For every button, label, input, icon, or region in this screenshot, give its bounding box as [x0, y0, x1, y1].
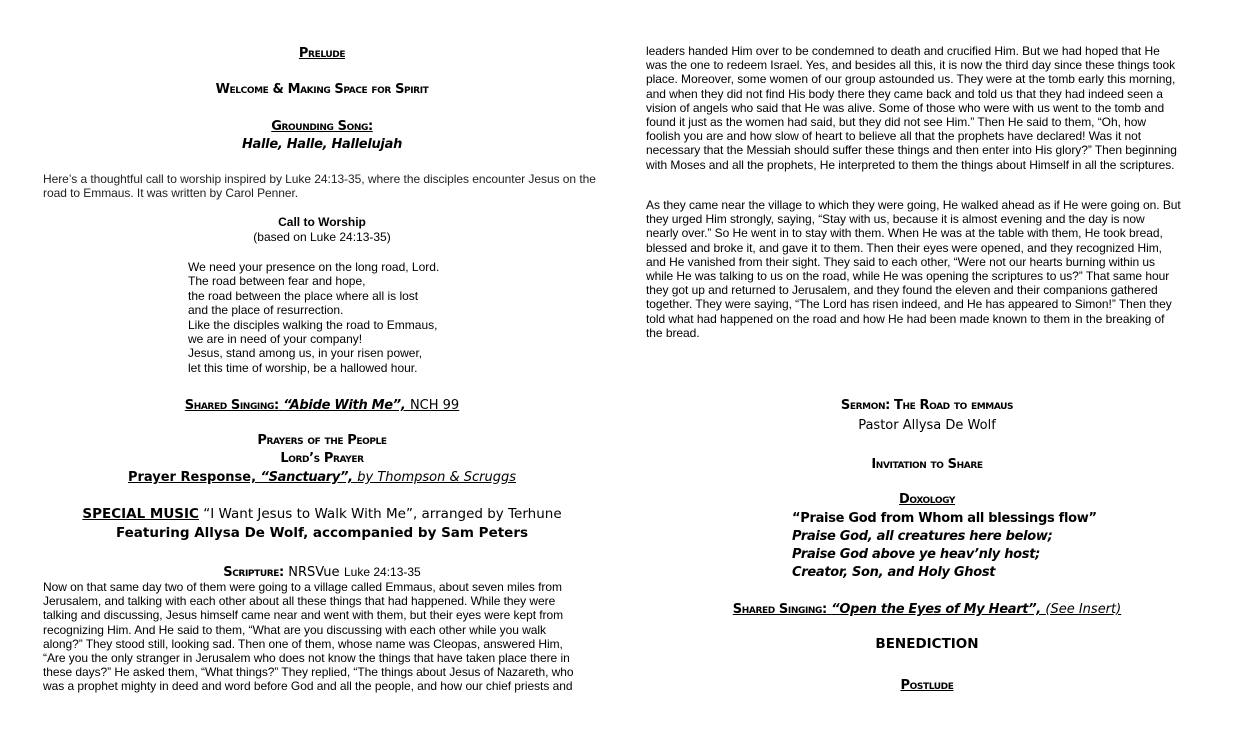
prayer-response-line — [42, 468, 602, 486]
scripture-line-text: foolish you are and how slow of heart to believe all that the prophets have declared! Was it not — [646, 129, 1142, 144]
shared-singing-title-2: “Open the Eyes of My Heart”, — [831, 602, 1041, 617]
shared-singing-line-2 — [646, 600, 1208, 618]
scripture-line-text: and He vanished from their sight. They said to each other, “Were not our hearts burning within us — [646, 254, 1155, 269]
poem-line: and the place of resurrection. — [188, 303, 344, 318]
shared-singing-title: “Abide With Me”, — [283, 398, 406, 413]
scripture-line-text: was the one to redeem Israel. Yes, and besides all this, it is now the third day since these things took — [646, 58, 1176, 73]
featuring-line: Featuring Allysa De Wolf, accompanied by Sam Peters — [115, 525, 529, 541]
grounding-song-title: Halle, Halle, Hallelujah — [241, 137, 403, 152]
scripture-label: Scripture: — [223, 565, 284, 580]
scripture-line-text: was a prophet mighty in deed and word before God and all the people, and how our chief priests and — [43, 679, 573, 694]
scripture-text — [43, 580, 608, 694]
doxology-line: Praise God above ye heav’nly host; — [792, 547, 1041, 562]
poem-line: Jesus, stand among us, in your risen power, — [188, 346, 423, 361]
postlude-heading: Postlude — [900, 678, 954, 693]
scripture-continued-para2 — [646, 198, 1208, 340]
shared-singing-ref: NCH 99 — [409, 398, 460, 413]
scripture-line-text: blessed and broke it, and gave it to them. Then their eyes were opened, and they recognized Him, — [646, 240, 1162, 255]
shared-singing-label-2: Shared Singing: — [732, 602, 827, 617]
scripture-line-text: they got up and returned to Jerusalem, and they found the eleven and their companions gathered — [646, 283, 1158, 298]
scripture-line-text: Jerusalem, and talking with each other about all these things that had happened. While they were — [43, 594, 556, 609]
lords-prayer: Lord’s Prayer — [280, 451, 364, 466]
poem-line: the road between the place where all is lost — [188, 288, 419, 303]
scripture-line-text: nearly over.” So He went in to stay with them. When He was at the table with them, He took bread, — [646, 226, 1163, 241]
poem-line: Like the disciples walking the road to Emmaus, — [188, 317, 438, 332]
scripture-line-text: leaders handed Him over to be condemned to death and crucified Him. But we had hoped that He — [646, 44, 1160, 58]
poem-line: The road between fear and hope, — [188, 274, 366, 289]
call-to-worship-poem — [188, 260, 518, 375]
doxology-line: Creator, Son, and Holy Ghost — [792, 565, 996, 580]
welcome-heading: Welcome & Making Space for Spirit — [215, 82, 429, 97]
special-music-title: “I Want Jesus to Walk With Me”, arranged by Terhune — [203, 506, 562, 522]
doxology-heading: Doxology — [899, 492, 955, 507]
scripture-line-text: talking and discussing, Jesus himself came near and went with them, but their eyes were kept from — [43, 608, 564, 623]
benediction-heading: BENEDICTION — [875, 636, 979, 652]
special-music-label: SPECIAL MUSIC — [82, 506, 199, 522]
grounding-song-label: Grounding Song: — [271, 119, 373, 134]
prelude-heading: Prelude — [298, 46, 346, 61]
scripture-line-text: told what had happened on the road and how He had been made known to them in the breaking of — [646, 311, 1165, 326]
scripture-version: NRSVue — [288, 565, 340, 580]
scripture-line-text: they urged Him strongly, saying, “Stay with us, because it is almost evening and the day is now — [646, 212, 1145, 227]
sermon-heading: Sermon: The Road to emmaus — [840, 398, 1014, 413]
prayer-response-label: Prayer Response, — [127, 470, 257, 485]
sermon-pastor: Pastor Allysa De Wolf — [858, 418, 996, 433]
scripture-line-text: vision of angels who said that He was alive. Some of those who were with us went to the tomb and — [646, 100, 1165, 115]
call-to-worship-subtitle: (based on Luke 24:13-35) — [253, 230, 391, 244]
scripture-line-text: necessary that the Messiah should suffer these things and then enter into His glory?” Then beginning — [646, 143, 1177, 158]
invitation-heading: Invitation to Share — [871, 457, 983, 472]
prayers-of-the-people: Prayers of the People — [257, 433, 387, 448]
doxology-text — [792, 510, 1122, 582]
shared-singing-label: Shared Singing: — [184, 398, 279, 413]
scripture-line-text: along?” They stood still, looking sad. Then one of them, whose name was Cleopas, answered Him, — [43, 636, 563, 651]
doxology-line: “Praise God from Whom all blessings flow” — [792, 511, 1097, 526]
poem-line: let this time of worship, be a hallowed hour. — [188, 360, 418, 375]
poem-line: We need your presence on the long road, Lord. — [188, 260, 440, 274]
scripture-line-text: Now on that same day two of them were going to a village called Emmaus, about seven miles from — [43, 580, 562, 594]
scripture-line — [42, 563, 602, 581]
doxology-line: Praise God, all creatures here below; — [792, 529, 1053, 544]
scripture-line-text: recognizing Him. And He said to them, “What are you discussing with each other while you walk — [43, 622, 546, 637]
scripture-line-text: with Moses and all the prophets, He interpreted to them the things about Himself in all the scriptures. — [646, 157, 1175, 172]
scripture-line-text: while He was talking to us on the road, while He was opening the scriptures to us?” That same hour — [646, 269, 1170, 284]
scripture-line-text: place. Moreover, some women of our group astounded us. They were at the tomb early this morning, — [646, 72, 1176, 87]
poem-line: we are in need of your company! — [188, 332, 363, 347]
shared-singing-line — [42, 396, 602, 414]
scripture-line-text: “Are you the only stranger in Jerusalem who does not know the things that have taken place there in — [43, 651, 570, 666]
call-to-worship-title: Call to Worship — [278, 215, 366, 229]
call-intro-text: Here’s a thoughtful call to worship inspired by Luke 24:13-35, where the disciples encounter Jesus on the road to Emmaus. It was written by Carol Penner. — [43, 172, 596, 201]
scripture-line-text: found it just as the women had said, but they did not see Him.” Then He said to them, “Oh, how — [646, 115, 1147, 130]
scripture-line-text: together. They were saying, “The Lord has risen indeed, and He has appeared to Simon!” Then they — [646, 297, 1172, 312]
scripture-line-text: the bread. — [646, 325, 700, 340]
shared-singing-note: (See Insert) — [1045, 602, 1122, 617]
prayer-response-title: “Sanctuary”, — [260, 470, 353, 485]
scripture-continued-para1 — [646, 44, 1208, 172]
prayer-response-by: by Thompson & Scruggs — [357, 470, 517, 485]
scripture-line-text: these days?” He asked them, “What things?” They replied, “The things about Jesus of Nazareth, who — [43, 665, 574, 680]
special-music-line — [42, 506, 602, 522]
scripture-line-text: As they came near the village to which they were going, He walked ahead as if He were going on. But — [646, 198, 1181, 212]
scripture-line-text: and when they did not find His body there they came back and told us that they had indeed seen a — [646, 86, 1163, 101]
scripture-ref: Luke 24:13-35 — [344, 565, 421, 579]
